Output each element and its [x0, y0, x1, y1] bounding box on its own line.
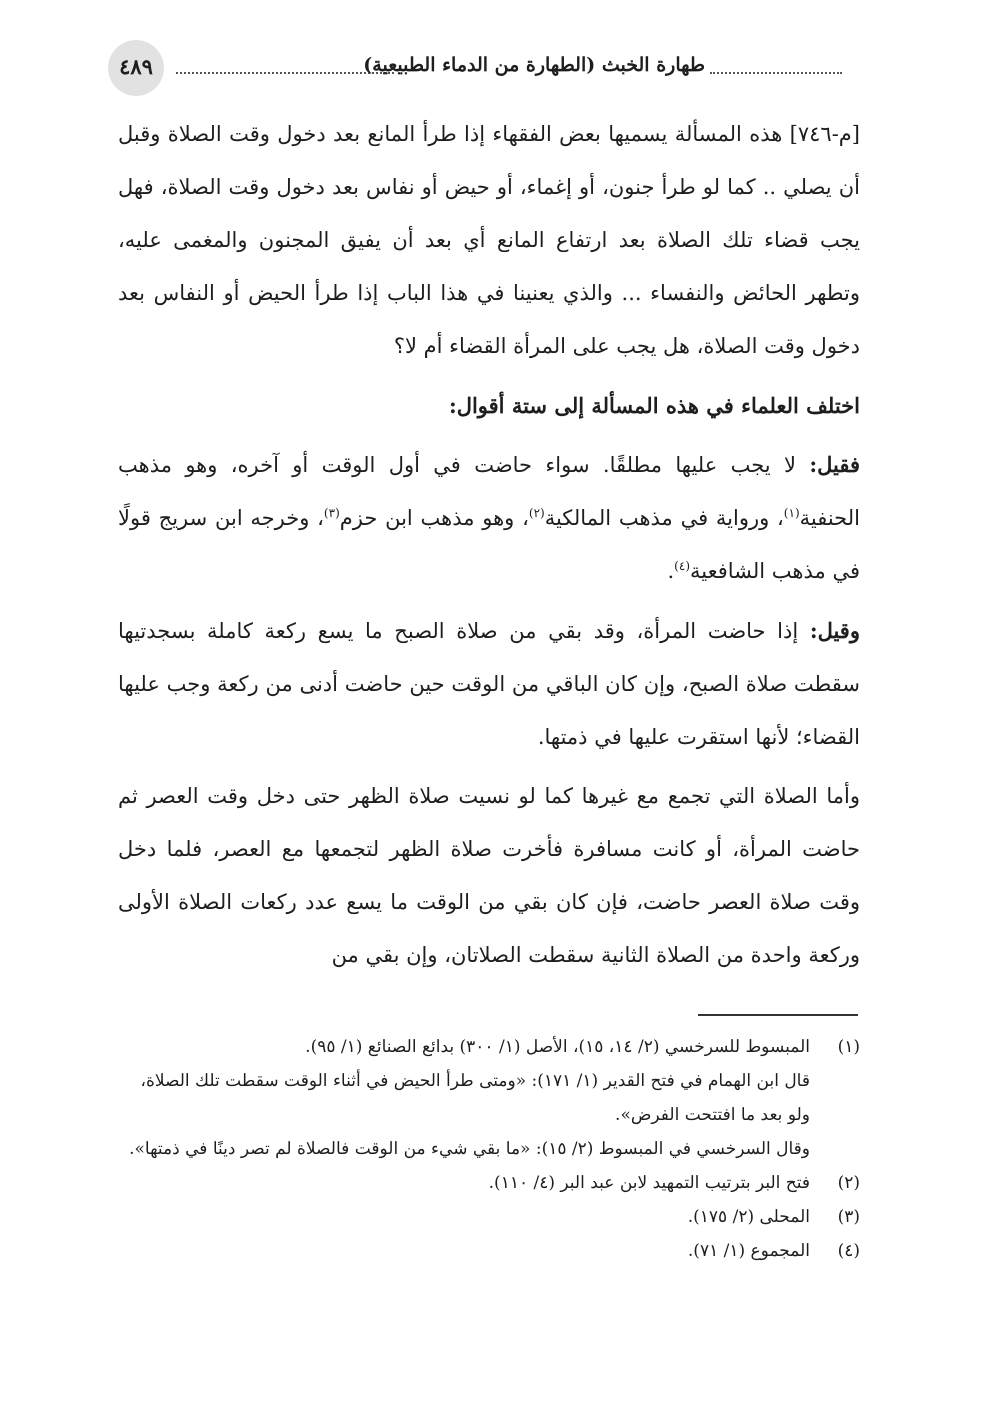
paragraph-text: . [667, 559, 675, 583]
footnote-text: المجموع (١/ ٧١). [687, 1241, 810, 1261]
footnote-ref-1: (١) [783, 506, 800, 520]
paragraph-text: ، ورواية في مذهب المالكية [544, 506, 784, 530]
paragraph-text: ، وخرجه ابن سريج قولًا في مذهب الشافعية [118, 506, 860, 583]
footnote-4 [118, 1234, 860, 1268]
footnote-ref-2: (٢) [528, 506, 545, 520]
footnote-ref-4: (٤) [674, 559, 690, 573]
page-number: ٤٨٩ [119, 54, 153, 79]
opinion-lead: وقيل: [809, 618, 860, 643]
page-header [108, 40, 860, 108]
page-number-badge [108, 40, 164, 96]
footnote-2 [118, 1166, 860, 1200]
paragraph-first-opinion [118, 438, 860, 598]
header-dot-leader-left [176, 60, 394, 74]
footnote-ref-3: (٣) [323, 506, 340, 520]
footnote-text: المبسوط للسرخسي (٢/ ١٤، ١٥)، الأصل (١/ ٣٠٠) بدائع الصنائع (١/ ٩٥). [305, 1037, 810, 1057]
paragraph-text: ، وهو مذهب ابن حزم [339, 506, 529, 530]
header-dot-leader-right [710, 60, 842, 74]
footnote-number: (٣) [837, 1207, 860, 1227]
footnote-number: (١) [837, 1037, 860, 1057]
footnote-1-quote: وقال السرخسي في المبسوط (٢/ ١٥): «ما بقي شيء من الوقت فالصلاة لم تصر دينًا في ذمتها». [129, 1139, 810, 1159]
opinion-lead: فقيل: [809, 452, 860, 477]
running-title: طهارة الخبث (الطهارة من الدماء الطبيعية) [363, 54, 705, 76]
main-text [118, 108, 860, 988]
footnote-3 [118, 1200, 860, 1234]
section-heading: اختلف العلماء في هذه المسألة إلى ستة أقوال: [448, 393, 860, 418]
footnote-separator [698, 1014, 858, 1016]
paragraph-text: لا يجب عليها مطلقًا. سواء حاضت في أول الوقت أو آخره، وهو مذهب الحنفية [118, 453, 860, 530]
paragraph-combined-prayers: وأما الصلاة التي تجمع مع غيرها كما لو نسيت صلاة الظهر حتى دخل وقت العصر ثم حاضت المرأة، أو كانت مسافرة فأخرت صلاة الظهر لتجمعها مع العصر، فلما دخل وقت صلاة العصر حاضت، فإن كان بقي من الوقت ما يسع عدد ركعات الصلاة الأولى وركعة واحدة من الصلاة الثانية سقطت الصلاتان، وإن بقي من [118, 784, 860, 967]
paragraph-text: إذا حاضت المرأة، وقد بقي من صلاة الصبح ما يسع ركعة كاملة بسجدتيها سقطت صلاة الصبح، وإن كان الباقي من الوقت حين حاضت أدنى من ركعة وجب عليها القضاء؛ لأنها استقرت عليها في ذمتها. [118, 619, 860, 749]
footnotes [118, 1030, 860, 1268]
paragraph-second-opinion [118, 604, 860, 764]
footnote-text: المحلى (٢/ ١٧٥). [687, 1207, 810, 1227]
paragraph-issue-intro: [م-٧٤٦] هذه المسألة يسميها بعض الفقهاء إذا طرأ المانع بعد دخول وقت الصلاة وقبل أن يصلي .. كما لو طرأ جنون، أو إغماء، أو حيض أو نفاس بعد دخول وقت الصلاة، فهل يجب قضاء تلك الصلاة بعد ارتفاع المانع أي بعد أن يفيق المجنون والمغمى عليه، وتطهر الحائض والنفساء ... والذي يعنينا في هذا الباب إذا طرأ الحيض أو النفاس بعد دخول وقت الصلاة، هل يجب على المرأة القضاء أم لا؟ [118, 122, 860, 358]
footnote-number: (٤) [837, 1241, 860, 1261]
footnote-text: فتح البر بترتيب التمهيد لابن عبد البر (٤/ ١١٠). [488, 1173, 810, 1193]
footnote-1-quote: قال ابن الهمام في فتح القدير (١/ ١٧١): «ومتى طرأ الحيض في أثناء الوقت سقطت تلك الصلاة، ولو بعد ما افتتحت الفرض». [140, 1071, 810, 1125]
footnote-1 [118, 1030, 860, 1064]
footnote-number: (٢) [837, 1173, 860, 1193]
